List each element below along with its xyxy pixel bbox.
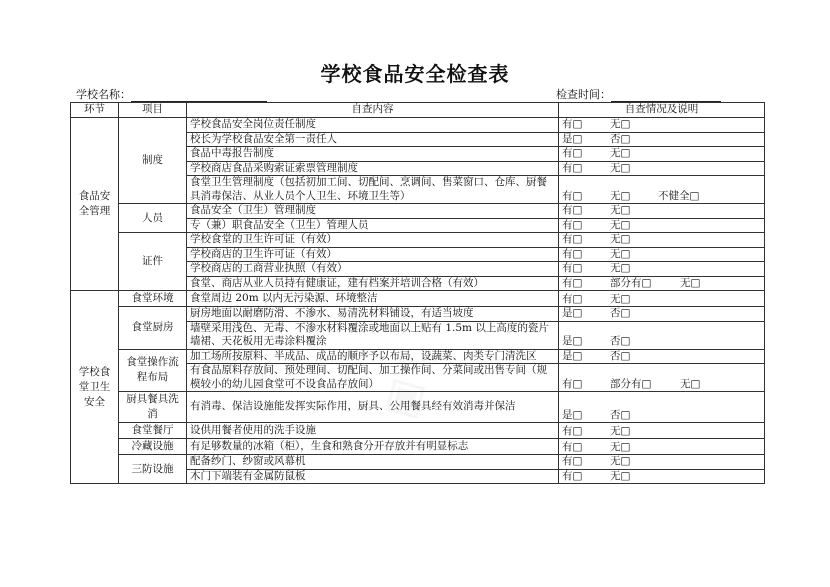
option-checkbox[interactable]: 无□ [610,204,631,216]
option-checkbox[interactable]: 无□ [610,424,631,437]
item-cell: 食堂环境 [119,291,187,307]
option-checkbox[interactable]: 是□ [562,335,583,347]
option-checkbox[interactable]: 有□ [562,161,583,174]
item-cell: 食堂厨房 [119,307,187,350]
option-checkbox[interactable]: 不健全□ [658,189,700,202]
table-row [71,349,765,364]
option-checkbox[interactable]: 有□ [562,189,583,202]
content-cell: 墙壁采用浅色、无毒、不渗水材料覆涂或地面以上贴有 1.5m 以上高度的瓷片墙裙、天花板用无毒涂料覆涂 [187,321,559,349]
result-cell[interactable] [559,307,765,322]
table-row [71,204,765,219]
school-name-field[interactable] [76,88,267,102]
table-row [71,291,765,307]
option-checkbox[interactable]: 有□ [562,262,583,274]
option-checkbox[interactable]: 是□ [562,132,583,145]
option-checkbox[interactable]: 有□ [562,204,583,216]
result-cell[interactable] [559,423,765,439]
content-cell: 设供用餐者使用的洗手设施 [187,423,559,439]
option-checkbox[interactable]: 有□ [562,118,583,130]
option-checkbox[interactable]: 否□ [610,408,631,421]
option-checkbox[interactable]: 否□ [610,335,631,347]
option-checkbox[interactable]: 有□ [562,292,583,305]
content-cell: 学校食堂的卫生许可证（有效） [187,233,559,248]
option-checkbox[interactable]: 是□ [562,408,583,421]
item-cell: 三防设施 [119,455,187,484]
content-cell: 食品安全（卫生）管理制度 [187,204,559,219]
item-cell: 冷藏设施 [119,439,187,455]
option-checkbox[interactable]: 无□ [680,377,701,390]
content-cell: 食品中毒报告制度 [187,147,559,162]
result-cell[interactable] [559,218,765,233]
check-time-field[interactable] [556,88,721,102]
col-header-result: 自查情况及说明 [559,103,765,118]
option-checkbox[interactable]: 是□ [562,307,583,319]
school-name-label: 学校名称： [76,88,131,101]
result-cell[interactable] [559,147,765,162]
item-cell: 证件 [119,233,187,291]
result-cell[interactable] [559,118,765,133]
option-checkbox[interactable]: 否□ [610,307,631,319]
col-header-stage: 环节 [71,103,119,118]
content-cell: 食堂周边 20m 以内无污染源、环境整洁 [187,291,559,307]
result-cell[interactable] [559,455,765,470]
option-checkbox[interactable]: 否□ [610,132,631,145]
header-row [71,103,765,118]
option-checkbox[interactable]: 有□ [562,424,583,437]
content-cell: 有足够数量的冰箱（柜），生食和熟食分开存放并有明显标志 [187,439,559,455]
option-checkbox[interactable]: 有□ [562,455,583,467]
option-checkbox[interactable]: 无□ [610,247,631,260]
content-cell: 专（兼）职食品安全（卫生）管理人员 [187,218,559,233]
item-cell: 厨具餐具洗消 [119,392,187,423]
option-checkbox[interactable]: 有□ [562,377,583,390]
content-cell: 有消毒、保洁设施能发挥实际作用，厨具、公用餐具经有效消毒并保洁 [187,392,559,423]
result-cell[interactable] [559,176,765,204]
option-checkbox[interactable]: 无□ [610,218,631,231]
table-row [71,439,765,455]
result-cell[interactable] [559,262,765,277]
option-checkbox[interactable]: 无□ [610,262,631,274]
content-cell: 学校食品安全岗位责任制度 [187,118,559,133]
item-cell: 食堂餐厅 [119,423,187,439]
option-checkbox[interactable]: 无□ [680,276,701,289]
school-name-line[interactable] [131,89,267,102]
content-cell: 有食品原料存放间、预处理间、切配间、加工操作间、分菜间或出售专间（规模较小的幼儿园食堂可不设食品存放间） [187,364,559,392]
option-checkbox[interactable]: 否□ [610,349,631,362]
content-cell: 食堂、商店从业人员持有健康证，建有档案并培训合格（有效） [187,276,559,291]
option-checkbox[interactable]: 有□ [562,247,583,260]
table-row [71,118,765,133]
content-cell: 学校商店食品采购索证索票管理制度 [187,161,559,176]
content-cell: 加工场所按原料、半成品、成品的顺序予以布局，设蔬菜、肉类专门清洗区 [187,349,559,364]
option-checkbox[interactable]: 无□ [610,233,631,245]
option-checkbox[interactable]: 有□ [562,276,583,289]
option-checkbox[interactable]: 有□ [562,440,583,453]
col-header-content: 自查内容 [187,103,559,118]
option-checkbox[interactable]: 有□ [562,147,583,159]
table-row [71,233,765,248]
result-cell[interactable] [559,276,765,291]
option-checkbox[interactable]: 无□ [610,455,631,467]
content-cell: 学校商店的工商营业执照（有效） [187,262,559,277]
item-cell: 制度 [119,118,187,204]
table-row [71,307,765,322]
content-cell: 厨房地面以耐磨防滑、不渗水、易清洗材料铺设，有适当坡度 [187,307,559,322]
option-checkbox[interactable]: 无□ [610,469,631,482]
content-cell: 木门下端装有金属防鼠板 [187,469,559,484]
option-checkbox[interactable]: 部分有□ [610,276,652,289]
result-cell[interactable] [559,161,765,176]
result-cell[interactable] [559,291,765,307]
result-cell[interactable] [559,321,765,349]
check-time-line[interactable] [611,89,721,102]
content-cell: 学校商店的卫生许可证（有效） [187,247,559,262]
item-cell: 食堂操作流程布局 [119,349,187,392]
option-checkbox[interactable]: 有□ [562,218,583,231]
category-cell: 学校食堂卫生安全 [71,291,119,484]
item-cell: 人员 [119,204,187,233]
result-cell[interactable] [559,247,765,262]
result-cell[interactable] [559,469,765,484]
option-checkbox[interactable]: 是□ [562,349,583,362]
option-checkbox[interactable]: 无□ [610,440,631,453]
result-cell[interactable] [559,439,765,455]
table-row [71,392,765,423]
content-cell: 配备纱门、纱窗或风幕机 [187,455,559,470]
table-row [71,423,765,439]
col-header-item: 项目 [119,103,187,118]
result-cell[interactable] [559,132,765,147]
result-cell[interactable] [559,392,765,423]
option-checkbox[interactable]: 有□ [562,233,583,245]
result-cell[interactable] [559,349,765,364]
inspection-table [70,102,765,484]
result-cell[interactable] [559,204,765,219]
content-cell: 食堂卫生管理制度（包括初加工间、切配间、烹调间、售菜窗口、仓库、厨餐具消毒保洁、从业人员个人卫生、环境卫生等） [187,176,559,204]
option-checkbox[interactable]: 部分有□ [610,377,652,390]
check-time-label: 检查时间： [556,88,611,101]
content-cell: 校长为学校食品安全第一责任人 [187,132,559,147]
page-title: 学校食品安全检查表 [320,62,510,86]
option-checkbox[interactable]: 无□ [610,118,631,130]
table-row [71,455,765,470]
category-cell: 食品安全管理 [71,118,119,291]
result-cell[interactable] [559,364,765,392]
option-checkbox[interactable]: 无□ [610,189,631,202]
option-checkbox[interactable]: 无□ [610,147,631,159]
option-checkbox[interactable]: 无□ [610,161,631,174]
option-checkbox[interactable]: 无□ [610,292,631,305]
option-checkbox[interactable]: 有□ [562,469,583,482]
result-cell[interactable] [559,233,765,248]
